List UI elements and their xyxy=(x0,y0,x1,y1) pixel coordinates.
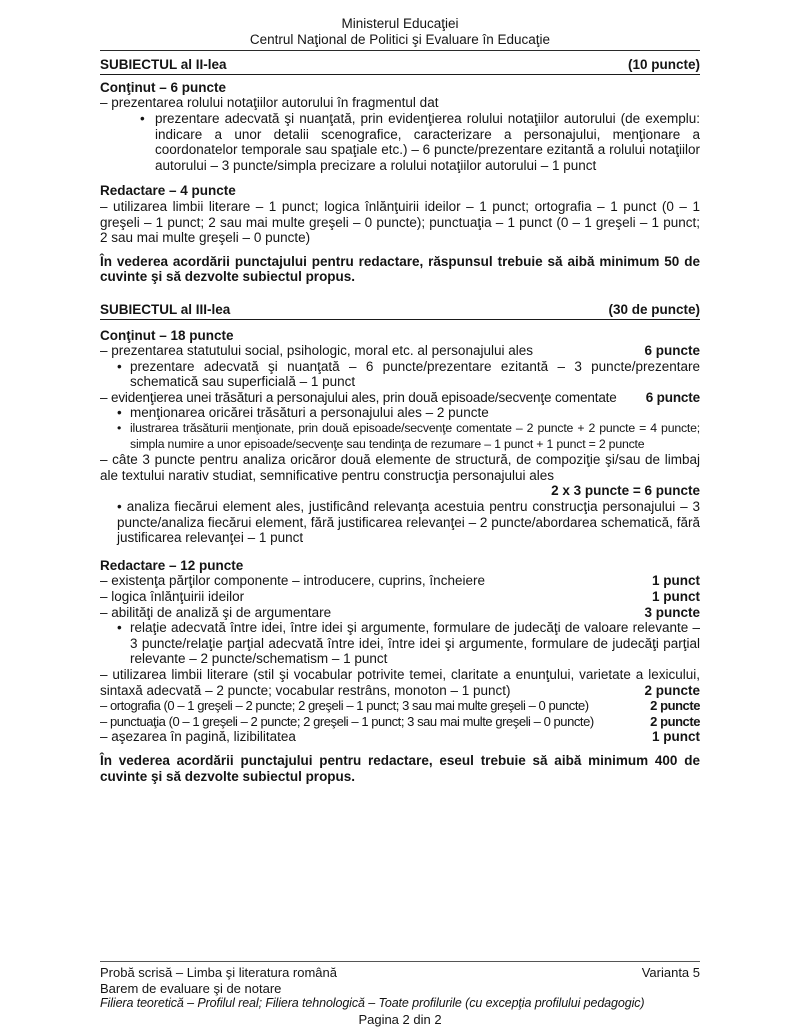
item-points: 1 punct xyxy=(651,589,700,604)
item-points: 6 puncte xyxy=(645,389,700,405)
subject2-bullet xyxy=(100,111,700,173)
bullet-marker: • xyxy=(117,358,122,374)
subject2-title: SUBIECTUL al II-lea xyxy=(100,57,227,73)
subject3-item2-bullet2 xyxy=(100,421,700,452)
item-points: 2 puncte xyxy=(650,713,700,729)
item-text: – aşezarea în pagină, lizibilitatea xyxy=(100,729,296,745)
redactare-item7-row xyxy=(100,729,700,745)
item-points: 2 puncte xyxy=(650,698,700,714)
bullet-marker: • xyxy=(117,421,122,436)
subject3-item3-bullet xyxy=(100,499,700,546)
redactare-item3-bullet xyxy=(100,620,700,667)
item-points: 2 puncte xyxy=(644,682,700,698)
subject3-item1-row xyxy=(100,343,700,359)
item-text: – punctuaţia (0 – 1 greşeli – 2 puncte; 2 greşeli – 1 punct; 3 sau mai multe greşeli – 0 puncte) xyxy=(100,713,594,729)
footer-variant: Varianta 5 xyxy=(641,965,700,980)
page-footer xyxy=(100,961,700,1027)
subject3-item2-row xyxy=(100,390,700,406)
bullet-marker: • xyxy=(117,499,122,515)
redactare-item2-row xyxy=(100,589,700,605)
item-text: – ortografia (0 – 1 greşeli – 2 puncte; 2 greşeli – 1 punct; 3 sau mai multe greşeli – 0 puncte) xyxy=(100,698,589,714)
footer-line3: Filiera teoretică – Profilul real; Filiera tehnologică – Toate profilurile (cu excepţia profilului pedagogic) xyxy=(100,996,645,1010)
item-points: 1 punct xyxy=(651,573,700,589)
bullet-marker: • xyxy=(117,620,122,636)
subject3-item2-bullet1 xyxy=(100,405,700,421)
subject2-content-heading: Conţinut – 6 puncte xyxy=(100,79,226,95)
footer-page-number: Pagina 2 din 2 xyxy=(358,1011,442,1027)
bullet-text: ilustrarea trăsăturii menţionate, prin două episoade/secvenţe comentate – 2 puncte + 2 puncte = 4 puncte; simpla numire a unor episoade/secvenţe sau tendinţa de rezumare – 1 punct + 1 punct = 2 puncte xyxy=(130,421,700,451)
subject2-points: (10 puncte) xyxy=(627,57,700,73)
redactare-item1-row xyxy=(100,573,700,589)
subject3-title: SUBIECTUL al III-lea xyxy=(100,301,231,317)
item-text: – logica înlănţuirii ideilor xyxy=(100,589,245,604)
subject2-item: – prezentarea rolului notaţiilor autorului în fragmentul dat xyxy=(100,95,439,111)
subject3-item1-bullet xyxy=(100,359,700,390)
center-line: Centrul Naţional de Politici şi Evaluare în Educaţie xyxy=(249,31,551,47)
bullet-text: prezentare adecvată şi nuanţată – 6 puncte/prezentare ezitantă – 3 puncte/prezentare schematică sau superficială – 1 punct xyxy=(130,358,700,390)
subject3-item3-text: – câte 3 puncte pentru analiza oricăror două elemente de structură, de compoziţie şi/sau de limbaj ale textului narativ studiat, semnificative pentru construcţia personajului ales xyxy=(100,452,700,483)
subject3-redactare-heading: Redactare – 12 puncte xyxy=(100,557,244,573)
redactare-item4-row xyxy=(100,667,700,698)
item-points: 6 puncte xyxy=(644,343,700,359)
subject3-points: (30 de puncte) xyxy=(608,301,700,317)
subject3-item3-points: 2 x 3 puncte = 6 puncte xyxy=(551,483,700,499)
bullet-text: analiza fiecărui element ales, justificând relevanţa acestuia pentru construcţia personajului – 3 puncte/analiza fiecărui element, fără justificarea relevanţei – 2 puncte/abordarea schematică, fără justificarea relevanţei – 1 punct xyxy=(117,499,700,546)
subject2-title-row xyxy=(100,57,700,75)
bullet-marker: • xyxy=(140,110,145,126)
subject2-redactare-heading: Redactare – 4 puncte xyxy=(100,183,236,199)
subject3-content-heading: Conţinut – 18 puncte xyxy=(100,327,234,343)
item-text: – existenţa părţilor componente – introducere, cuprins, încheiere xyxy=(100,573,485,589)
document-header xyxy=(100,16,700,47)
ministry-line: Ministerul Educaţiei xyxy=(341,16,459,31)
item-points: 1 punct xyxy=(651,729,700,745)
bullet-text: prezentare adecvată şi nuanţată, prin evidenţierea rolului notaţiilor autorului (de exemplu: indicare a unor detalii scenografice, caracterizare a personajului, menţionare a coordonatelor temporale sau spaţiale etc.) – 6 puncte/prezentare ezitantă a rolului notaţiilor autorului – 3 puncte/simpla precizare a rolului notaţiilor autorului – 1 punct xyxy=(155,110,700,173)
header-divider xyxy=(100,50,700,51)
bullet-text: menţionarea oricărei trăsături a personajului ales – 2 puncte xyxy=(130,405,489,421)
subject3-note: În vederea acordării punctajului pentru redactare, eseul trebuie să aibă minimum 400 de cuvinte şi să dezvolte subiectul propus. xyxy=(100,752,700,784)
redactare-item3-row xyxy=(100,605,700,621)
bullet-text: relaţie adecvată între idei, între idei şi argumente, formulare de judecăţi de valoare relevante – 3 puncte/relaţie parţial adecvată între idei, între idei şi argumente, formulare de judecăţi parţial relevante – 2 puncte/schematism – 1 punct xyxy=(130,620,700,667)
redactare-item5-row xyxy=(100,698,700,714)
bullet-marker: • xyxy=(117,405,122,421)
item-text: – evidenţierea unei trăsături a personajului ales, prin două episoade/secvenţe comentate xyxy=(100,389,617,405)
item-text: – abilităţi de analiză şi de argumentare xyxy=(100,604,332,620)
item-text: – utilizarea limbii literare (stil şi vocabular potrivite temei, claritate a enunţului, varietate a lexicului, sintaxă adecvată – 2 puncte; vocabular restrâns, monoton – 1 punct) xyxy=(100,666,700,698)
subject2-note: În vederea acordării punctajului pentru redactare, răspunsul trebuie să aibă minimum 50 de cuvinte şi să dezvolte subiectul propus. xyxy=(100,253,700,285)
footer-line2: Barem de evaluare şi de notare xyxy=(100,980,282,996)
redactare-item6-row xyxy=(100,714,700,730)
footer-line1 xyxy=(100,965,700,981)
item-points: 3 puncte xyxy=(644,604,700,620)
footer-exam-name: Probă scrisă – Limba şi literatura română xyxy=(100,965,337,980)
item-text: – prezentarea statutului social, psihologic, moral etc. al personajului ales xyxy=(100,343,533,359)
subject3-title-row xyxy=(100,302,700,320)
subject2-redactare-text: – utilizarea limbii literare – 1 punct; logica înlănţuirii ideilor – 1 punct; ortografia – 1 punct (0 – 1 greşeli – 1 punct; 2 sau mai multe greşeli – 0 puncte); punctuaţia – 1 punct (0 – 1 greşeli – 1 punct; 2 sau mai multe greşeli – 0 puncte) xyxy=(100,198,700,246)
